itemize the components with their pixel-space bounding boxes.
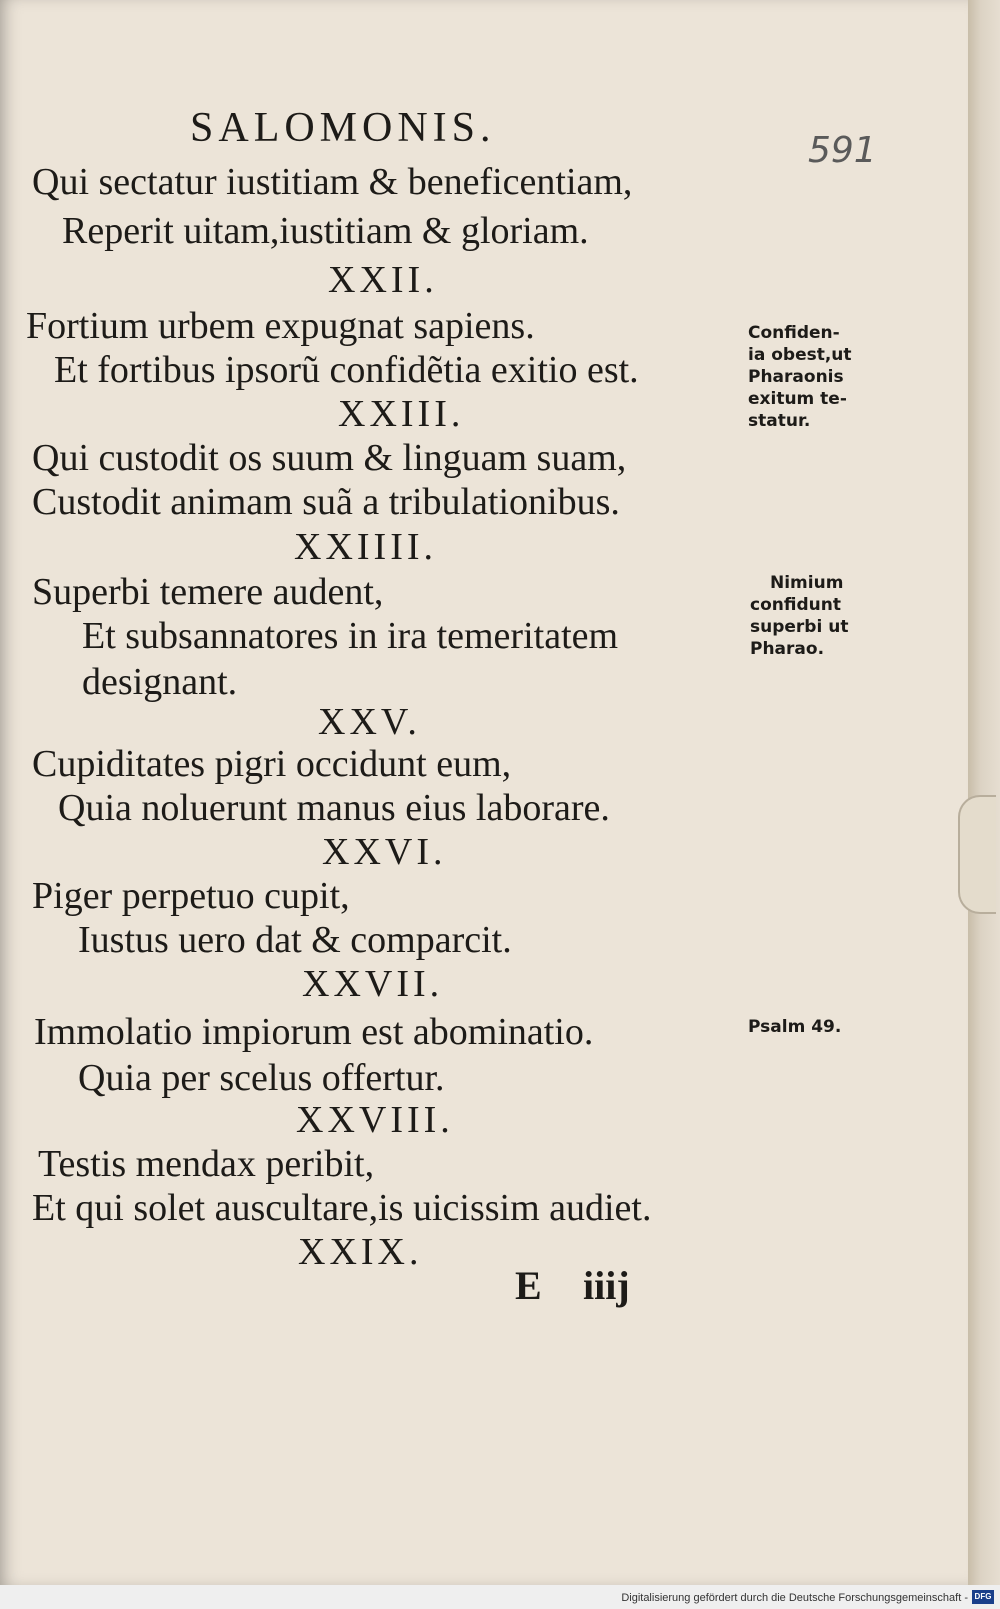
verse-line: Et subsannatores in ira temeritatem [82, 615, 619, 657]
verse-line: Testis mendax peribit, [38, 1143, 375, 1185]
verse-line: Immolatio impiorum est abominatio. [34, 1011, 594, 1053]
signature-mark: E [515, 1263, 542, 1308]
section-heading: XXIII. [338, 393, 465, 435]
verse-line: Qui sectatur iustitiam & beneficentiam, [32, 161, 633, 203]
footer-credit: Digitalisierung gefördert durch die Deutsche Forschungsgemeinschaft - [621, 1592, 968, 1604]
verse-line: Et fortibus ipsorũ confidẽtia exitio est. [54, 349, 639, 391]
signature-roman: iiij [583, 1263, 630, 1308]
verse-line: Piger perpetuo cupit, [32, 875, 350, 917]
dfg-logo: DFG [972, 1590, 994, 1604]
verse-line: Quia noluerunt manus eius laborare. [58, 787, 610, 829]
verse-line: Et qui solet auscultare,is uicissim audiet. [32, 1187, 652, 1229]
page-edge [968, 0, 1000, 1585]
marginal-note-line: Psalm 49. [748, 1017, 842, 1037]
section-heading: XXII. [328, 259, 438, 301]
verse-line: Custodit animam suã a tribulationibus. [32, 481, 620, 523]
section-heading: XXVIII. [296, 1099, 454, 1141]
section-heading: XXVI. [322, 831, 447, 873]
verse-line: Superbi temere audent, [32, 571, 384, 613]
verse-line: Qui custodit os suum & linguam suam, [32, 437, 627, 479]
marginal-note-line: Confiden- [748, 323, 840, 343]
section-heading: XXVII. [302, 963, 444, 1005]
running-head: SALOMONIS. [190, 105, 496, 151]
marginal-note-line: Nimium [770, 573, 844, 593]
marginal-note-line: ia obest,ut [748, 345, 852, 365]
verse-line: Reperit uitam,iustitiam & gloriam. [62, 210, 589, 252]
marginal-note-line: confidunt [750, 595, 841, 615]
marginal-note-line: statur. [748, 411, 811, 431]
verse-line: Iustus uero dat & comparcit. [78, 919, 512, 961]
verse-line: Fortium urbem expugnat sapiens. [26, 305, 535, 347]
section-heading: XXIX. [298, 1231, 423, 1273]
marginal-note-line: exitum te- [748, 389, 847, 409]
verse-line: Quia per scelus offertur. [78, 1057, 445, 1099]
folio-number: 591 [808, 130, 877, 171]
marginal-note-line: Pharaonis [748, 367, 844, 387]
verse-line: Cupiditates pigri occidunt eum, [32, 743, 512, 785]
marginal-note-line: Pharao. [750, 639, 825, 659]
verse-line: designant. [82, 661, 238, 703]
section-heading: XXV. [318, 701, 421, 743]
section-heading: XXIIII. [294, 526, 438, 568]
fore-edge-tab [958, 795, 996, 914]
marginal-note-line: superbi ut [750, 617, 849, 637]
